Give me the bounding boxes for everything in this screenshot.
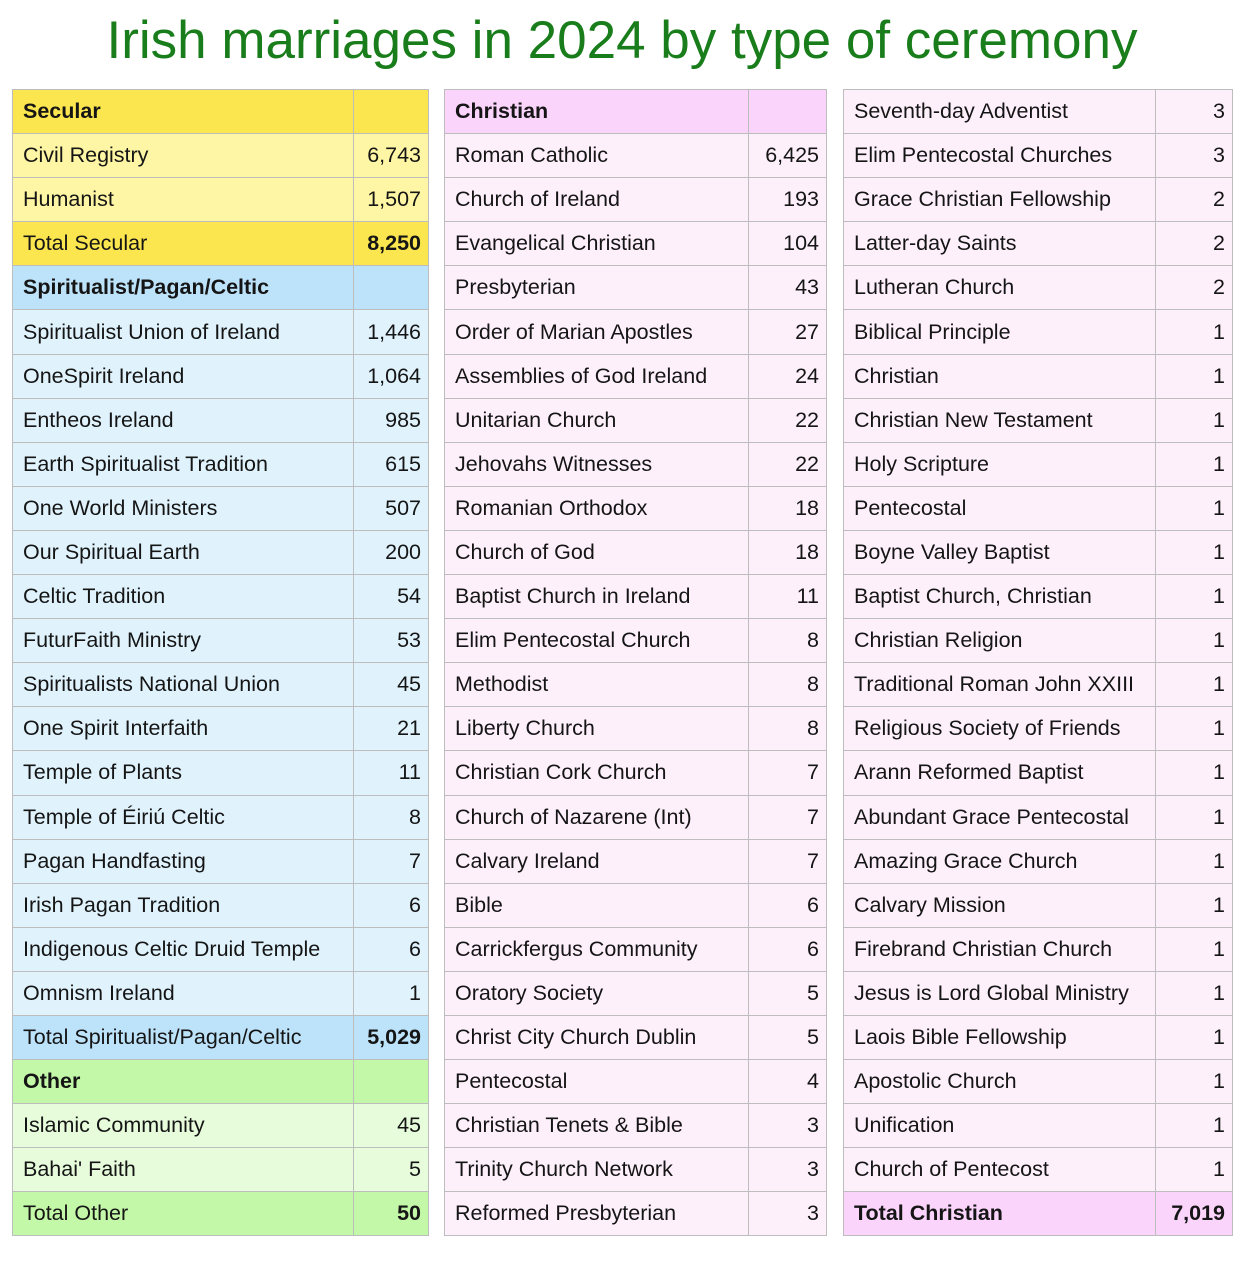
- row-count: 7: [749, 751, 827, 795]
- row-label: Religious Society of Friends: [844, 707, 1156, 751]
- row-label: Methodist: [445, 663, 749, 707]
- table-row: [844, 354, 1233, 398]
- row-count: 24: [749, 354, 827, 398]
- table-row: [13, 266, 429, 310]
- row-count: 1: [1156, 839, 1233, 883]
- page-title: Irish marriages in 2024 by type of ceremony: [106, 11, 1138, 70]
- row-label: Calvary Ireland: [445, 839, 749, 883]
- row-count: 5: [749, 971, 827, 1015]
- table-row: [13, 619, 429, 663]
- row-label: Total Secular: [13, 222, 354, 266]
- row-count: [354, 1060, 429, 1104]
- table-row: [445, 575, 827, 619]
- row-count: 18: [749, 530, 827, 574]
- row-label: Entheos Ireland: [13, 398, 354, 442]
- row-count: 22: [749, 442, 827, 486]
- row-count: 18: [749, 486, 827, 530]
- row-count: 8: [749, 663, 827, 707]
- table-row: [13, 398, 429, 442]
- row-label: Trinity Church Network: [445, 1148, 749, 1192]
- table-row: [445, 1015, 827, 1059]
- table-row: [13, 707, 429, 751]
- table-row: [445, 707, 827, 751]
- row-count: 1: [1156, 795, 1233, 839]
- table-row: [844, 927, 1233, 971]
- row-label: Romanian Orthodox: [445, 486, 749, 530]
- table-row: [445, 1148, 827, 1192]
- row-count: 11: [749, 575, 827, 619]
- row-count: 1: [1156, 751, 1233, 795]
- row-label: Spiritualist/Pagan/Celtic: [13, 266, 354, 310]
- row-count: 7,019: [1156, 1192, 1233, 1236]
- table-body: [13, 90, 429, 1236]
- row-label: Elim Pentecostal Churches: [844, 134, 1156, 178]
- row-count: 3: [749, 1148, 827, 1192]
- table-row: [13, 354, 429, 398]
- table-row: [445, 1060, 827, 1104]
- row-label: Calvary Mission: [844, 883, 1156, 927]
- row-label: Unitarian Church: [445, 398, 749, 442]
- row-count: 1,507: [354, 178, 429, 222]
- table-row: [445, 178, 827, 222]
- row-label: Total Other: [13, 1192, 354, 1236]
- row-count: 1: [1156, 971, 1233, 1015]
- row-label: Seventh-day Adventist: [844, 90, 1156, 134]
- table-row: [445, 442, 827, 486]
- table-row: [844, 619, 1233, 663]
- row-label: Assemblies of God Ireland: [445, 354, 749, 398]
- row-label: Abundant Grace Pentecostal: [844, 795, 1156, 839]
- row-count: 5,029: [354, 1015, 429, 1059]
- table-row: [445, 398, 827, 442]
- table-row: [445, 222, 827, 266]
- row-count: 43: [749, 266, 827, 310]
- table-row: [445, 795, 827, 839]
- table-row: [844, 530, 1233, 574]
- row-count: 8: [749, 619, 827, 663]
- table-row: [13, 575, 429, 619]
- row-count: 2: [1156, 266, 1233, 310]
- table-row: [13, 310, 429, 354]
- row-label: FuturFaith Ministry: [13, 619, 354, 663]
- row-label: Secular: [13, 90, 354, 134]
- row-label: Laois Bible Fellowship: [844, 1015, 1156, 1059]
- row-count: 50: [354, 1192, 429, 1236]
- table-row: [844, 90, 1233, 134]
- table-row: [844, 663, 1233, 707]
- table-row: [13, 883, 429, 927]
- table-row: [844, 839, 1233, 883]
- row-count: 27: [749, 310, 827, 354]
- row-label: Holy Scripture: [844, 442, 1156, 486]
- row-count: 7: [749, 795, 827, 839]
- row-label: Temple of Éiriú Celtic: [13, 795, 354, 839]
- row-label: Irish Pagan Tradition: [13, 883, 354, 927]
- table-row: [844, 971, 1233, 1015]
- row-count: 1: [1156, 310, 1233, 354]
- table-row: [844, 1015, 1233, 1059]
- row-label: Traditional Roman John XXIII: [844, 663, 1156, 707]
- row-count: 8,250: [354, 222, 429, 266]
- row-label: Bible: [445, 883, 749, 927]
- row-label: Earth Spiritualist Tradition: [13, 442, 354, 486]
- row-count: 3: [1156, 90, 1233, 134]
- row-count: 985: [354, 398, 429, 442]
- row-count: 6: [749, 927, 827, 971]
- row-label: Humanist: [13, 178, 354, 222]
- row-label: One Spirit Interfaith: [13, 707, 354, 751]
- table-christian-part1: [444, 89, 827, 1236]
- table-row: [13, 795, 429, 839]
- row-count: 4: [749, 1060, 827, 1104]
- row-count: 45: [354, 663, 429, 707]
- table-secular-spiritual-other: [12, 89, 429, 1236]
- table-row: [445, 354, 827, 398]
- table-body: [445, 90, 827, 1236]
- row-label: Firebrand Christian Church: [844, 927, 1156, 971]
- table-row: [13, 751, 429, 795]
- row-count: 1: [1156, 619, 1233, 663]
- row-label: Latter-day Saints: [844, 222, 1156, 266]
- table-row: [445, 530, 827, 574]
- table-row: [13, 222, 429, 266]
- table-row: [445, 883, 827, 927]
- table-row: [445, 971, 827, 1015]
- row-label: Temple of Plants: [13, 751, 354, 795]
- row-label: Baptist Church, Christian: [844, 575, 1156, 619]
- table-row: [445, 927, 827, 971]
- row-label: Christian: [445, 90, 749, 134]
- table-row: [13, 486, 429, 530]
- row-count: 200: [354, 530, 429, 574]
- row-count: 1: [1156, 530, 1233, 574]
- row-count: 1,446: [354, 310, 429, 354]
- row-label: Grace Christian Fellowship: [844, 178, 1156, 222]
- row-label: OneSpirit Ireland: [13, 354, 354, 398]
- row-label: Liberty Church: [445, 707, 749, 751]
- table-row: [844, 266, 1233, 310]
- row-count: 1: [1156, 1060, 1233, 1104]
- row-count: 8: [749, 707, 827, 751]
- row-count: 3: [749, 1104, 827, 1148]
- row-label: Christ City Church Dublin: [445, 1015, 749, 1059]
- row-count: 7: [354, 839, 429, 883]
- row-label: Our Spiritual Earth: [13, 530, 354, 574]
- table-row: [13, 1104, 429, 1148]
- table-row: [13, 134, 429, 178]
- table-row: [445, 1192, 827, 1236]
- row-count: 1: [1156, 663, 1233, 707]
- table-christian-part2: [843, 89, 1233, 1236]
- table-row: [445, 90, 827, 134]
- row-count: 6: [354, 927, 429, 971]
- row-label: Biblical Principle: [844, 310, 1156, 354]
- table-row: [445, 663, 827, 707]
- table-row: [13, 971, 429, 1015]
- table-row: [445, 486, 827, 530]
- row-count: 7: [749, 839, 827, 883]
- table-row: [13, 530, 429, 574]
- row-label: Carrickfergus Community: [445, 927, 749, 971]
- table-row: [445, 134, 827, 178]
- row-label: Boyne Valley Baptist: [844, 530, 1156, 574]
- table-row: [844, 1192, 1233, 1236]
- table-row: [13, 839, 429, 883]
- table-row: [844, 707, 1233, 751]
- row-count: 21: [354, 707, 429, 751]
- table-row: [844, 310, 1233, 354]
- row-count: 2: [1156, 222, 1233, 266]
- row-label: Lutheran Church: [844, 266, 1156, 310]
- table-row: [13, 1015, 429, 1059]
- row-label: Reformed Presbyterian: [445, 1192, 749, 1236]
- table-row: [445, 839, 827, 883]
- row-label: One World Ministers: [13, 486, 354, 530]
- table-row: [13, 1148, 429, 1192]
- row-count: 193: [749, 178, 827, 222]
- table-body: [844, 90, 1233, 1236]
- row-label: Arann Reformed Baptist: [844, 751, 1156, 795]
- row-label: Elim Pentecostal Church: [445, 619, 749, 663]
- row-label: Total Christian: [844, 1192, 1156, 1236]
- row-label: Evangelical Christian: [445, 222, 749, 266]
- row-count: 8: [354, 795, 429, 839]
- table-row: [445, 1104, 827, 1148]
- row-count: 6: [354, 883, 429, 927]
- row-count: 53: [354, 619, 429, 663]
- table-row: [445, 266, 827, 310]
- row-count: 6,425: [749, 134, 827, 178]
- table-row: [13, 1060, 429, 1104]
- row-label: Amazing Grace Church: [844, 839, 1156, 883]
- row-label: Christian: [844, 354, 1156, 398]
- row-count: 5: [749, 1015, 827, 1059]
- row-label: Church of Ireland: [445, 178, 749, 222]
- row-count: 1: [1156, 1148, 1233, 1192]
- row-count: 11: [354, 751, 429, 795]
- row-count: 104: [749, 222, 827, 266]
- table-row: [13, 442, 429, 486]
- row-label: Bahai' Faith: [13, 1148, 354, 1192]
- row-count: 1: [354, 971, 429, 1015]
- row-count: 22: [749, 398, 827, 442]
- row-count: 3: [749, 1192, 827, 1236]
- row-label: Spiritualists National Union: [13, 663, 354, 707]
- row-count: 1: [1156, 354, 1233, 398]
- row-count: 1: [1156, 1104, 1233, 1148]
- row-count: 1: [1156, 486, 1233, 530]
- table-row: [844, 1104, 1233, 1148]
- row-count: 1: [1156, 1015, 1233, 1059]
- row-count: 1: [1156, 707, 1233, 751]
- table-row: [844, 795, 1233, 839]
- row-label: Christian Religion: [844, 619, 1156, 663]
- row-count: [354, 266, 429, 310]
- row-count: 45: [354, 1104, 429, 1148]
- row-label: Order of Marian Apostles: [445, 310, 749, 354]
- row-label: Oratory Society: [445, 971, 749, 1015]
- row-label: Presbyterian: [445, 266, 749, 310]
- table-row: [13, 927, 429, 971]
- row-label: Celtic Tradition: [13, 575, 354, 619]
- row-count: [749, 90, 827, 134]
- table-row: [445, 310, 827, 354]
- table-row: [844, 442, 1233, 486]
- row-count: 1: [1156, 927, 1233, 971]
- table-row: [844, 751, 1233, 795]
- row-label: Indigenous Celtic Druid Temple: [13, 927, 354, 971]
- table-row: [13, 90, 429, 134]
- table-row: [844, 883, 1233, 927]
- row-count: 1: [1156, 883, 1233, 927]
- row-label: Church of Nazarene (Int): [445, 795, 749, 839]
- row-label: Other: [13, 1060, 354, 1104]
- row-count: 5: [354, 1148, 429, 1192]
- table-row: [13, 663, 429, 707]
- table-row: [844, 1060, 1233, 1104]
- row-label: Christian Tenets & Bible: [445, 1104, 749, 1148]
- row-label: Pentecostal: [445, 1060, 749, 1104]
- row-label: Pentecostal: [844, 486, 1156, 530]
- table-row: [844, 398, 1233, 442]
- row-count: 1: [1156, 442, 1233, 486]
- row-count: 1,064: [354, 354, 429, 398]
- row-count: 54: [354, 575, 429, 619]
- row-label: Total Spiritualist/Pagan/Celtic: [13, 1015, 354, 1059]
- row-label: Church of God: [445, 530, 749, 574]
- row-count: 6,743: [354, 134, 429, 178]
- row-count: 1: [1156, 575, 1233, 619]
- row-label: Unification: [844, 1104, 1156, 1148]
- table-row: [445, 751, 827, 795]
- table-row: [13, 1192, 429, 1236]
- row-label: Spiritualist Union of Ireland: [13, 310, 354, 354]
- table-row: [844, 134, 1233, 178]
- row-label: Christian New Testament: [844, 398, 1156, 442]
- row-label: Jehovahs Witnesses: [445, 442, 749, 486]
- row-label: Roman Catholic: [445, 134, 749, 178]
- row-count: 6: [749, 883, 827, 927]
- table-row: [13, 178, 429, 222]
- row-label: Church of Pentecost: [844, 1148, 1156, 1192]
- row-count: 615: [354, 442, 429, 486]
- row-label: Islamic Community: [13, 1104, 354, 1148]
- row-label: Omnism Ireland: [13, 971, 354, 1015]
- row-label: Baptist Church in Ireland: [445, 575, 749, 619]
- row-label: Pagan Handfasting: [13, 839, 354, 883]
- row-count: 1: [1156, 398, 1233, 442]
- row-count: 3: [1156, 134, 1233, 178]
- row-label: Civil Registry: [13, 134, 354, 178]
- table-row: [844, 222, 1233, 266]
- row-count: [354, 90, 429, 134]
- row-count: 507: [354, 486, 429, 530]
- row-count: 2: [1156, 178, 1233, 222]
- table-row: [844, 575, 1233, 619]
- table-row: [844, 486, 1233, 530]
- row-label: Christian Cork Church: [445, 751, 749, 795]
- row-label: Apostolic Church: [844, 1060, 1156, 1104]
- table-row: [844, 1148, 1233, 1192]
- table-row: [844, 178, 1233, 222]
- row-label: Jesus is Lord Global Ministry: [844, 971, 1156, 1015]
- table-row: [445, 619, 827, 663]
